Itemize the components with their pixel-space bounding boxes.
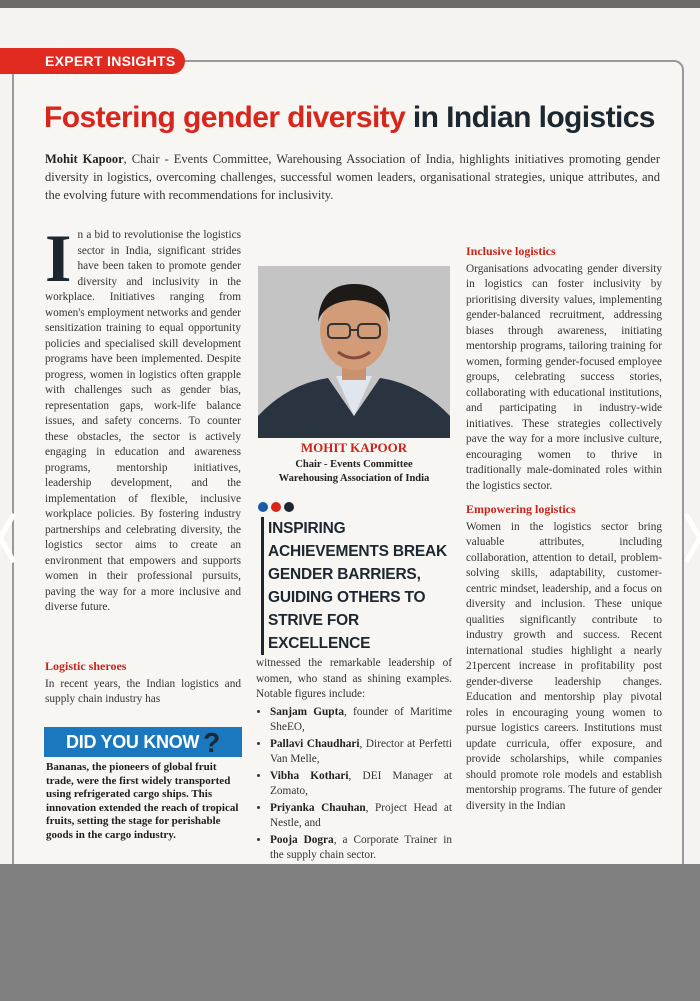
chevron-right-icon[interactable] bbox=[682, 510, 700, 566]
figure-detail: , founder of Maritime SheEO, bbox=[270, 705, 452, 733]
photo-caption-role-line2: Warehousing Association of India bbox=[278, 473, 430, 484]
top-bar bbox=[0, 0, 700, 8]
figure-detail: , DEI Manager at Zomato, bbox=[270, 769, 452, 797]
list-item bbox=[270, 737, 452, 768]
col2-intro: witnessed the remarkable leadership of women, who stand as shining examples. Notable figures include: bbox=[256, 657, 452, 700]
subhead-empowering-logistics: Empowering logistics bbox=[466, 502, 576, 516]
column-2 bbox=[256, 656, 452, 880]
standfirst bbox=[45, 150, 660, 204]
standfirst-name: Mohit Kapoor bbox=[45, 152, 124, 166]
figure-detail: , Project Head at Nestle, and bbox=[270, 801, 452, 829]
sheroes-paragraph: In recent years, the Indian logistics and supply chain industry has bbox=[45, 677, 241, 705]
column-1 bbox=[45, 220, 241, 616]
headline-dark: in Indian logistics bbox=[412, 101, 655, 134]
notable-figures-list bbox=[256, 705, 452, 864]
portrait-photo bbox=[258, 266, 450, 438]
list-item bbox=[270, 801, 452, 832]
dot-blue bbox=[258, 502, 268, 512]
figure-detail: , Director at Perfetti Van Melle, bbox=[270, 737, 453, 765]
standfirst-text: , Chair - Events Committee, Warehousing Association of India, highlights initiatives promoting gender diversity in logistics, overcoming challenges, successful women leaders, organisational strategies, unique attributes, and the evolving future with recommendations for inclusivity. bbox=[45, 152, 661, 202]
section-badge: EXPERT INSIGHTS bbox=[0, 48, 185, 74]
did-you-know-header bbox=[44, 727, 242, 757]
chevron-left-icon[interactable] bbox=[0, 510, 18, 566]
empowering-paragraph: Women in the logistics sector bring valuable attributes, including collaboration, attention to detail, problem-solving skills, adaptability, customer-centric mindset, leadership, and a focus on diversity and inclusion. These unique qualities significantly contribute to industry growth and success. Recent international studies highlight a nearly 21percent increase in profitability post gender-diverse leadership changes. Education and mentorship play pivotal roles in encouraging young women to pursue logistics careers. Institutions must update curricula, offer exposure, and provide scholarships, while companies should promote role models and establish mentorship programs. The future of gender diversity in the Indian bbox=[466, 520, 662, 812]
dot-red bbox=[271, 502, 281, 512]
headline bbox=[44, 98, 674, 138]
drop-cap: I bbox=[45, 220, 72, 296]
figure-name: Priyanka Chauhan bbox=[270, 801, 366, 814]
did-you-know-body: Bananas, the pioneers of global fruit trade, were the first widely transported using refrigerated cargo ships. This innovation extended the reach of tropical fruits, setting the stage for perishable goods in the cargo industry. bbox=[46, 761, 239, 841]
column-3 bbox=[466, 240, 662, 814]
decorative-dots bbox=[258, 502, 294, 512]
column-1-lower bbox=[45, 655, 241, 708]
subhead-logistic-sheroes: Logistic sheroes bbox=[45, 659, 127, 673]
did-you-know-box bbox=[44, 727, 242, 867]
list-item bbox=[270, 705, 452, 736]
portrait-illustration bbox=[258, 266, 450, 438]
photo-caption-role-line1: Chair - Events Committee bbox=[295, 459, 413, 470]
list-item bbox=[270, 769, 452, 800]
subhead-inclusive-logistics: Inclusive logistics bbox=[466, 244, 556, 258]
pull-quote: INSPIRING ACHIEVEMENTS BREAK GENDER BARRIERS, GUIDING OTHERS TO STRIVE FOR EXCELLENCE bbox=[261, 517, 458, 655]
figure-detail: , a Corporate Trainer in the supply chain sector. bbox=[270, 833, 452, 861]
figure-name: Pallavi Chaudhari bbox=[270, 737, 360, 750]
figure-name: Pooja Dogra bbox=[270, 833, 334, 846]
inclusive-paragraph: Organisations advocating gender diversity in logistics can foster inclusivity by prioritising diversity values, implementing gender-balanced recruitment, addressing biases through awareness, initiating mentorship programs, tailoring training for women, forming gender-focused employee groups, celebrating success stories, collaborating with educational institutions, and participating in industry-wide initiatives. These strategies collectively pave the way for a more inclusive culture, encouraging women to thrive in traditionally male-dominated roles within the logistics sector. bbox=[466, 262, 662, 492]
intro-paragraph: n a bid to revolutionise the logistics sector in India, significant strides have been taken to promote gender diversity and inclusivity in the workplace. Initiatives ranging from women's employment networks and gender sensitization training to equal opportunity policies and specialised skill development programs have been implemented. Despite progress, women in logistics often grapple with challenges such as gender bias, representation gaps, work-life balance issues, and safety concerns. To counter these obstacles, the sector is actively engaging in education and awareness programs, mentorship initiatives, leadership development, and the implementation of flexible, inclusive workplace policies. By fostering industry partnerships and celebrating diversity, the logistics sector aims to create an environment that empowers and supports women in their professional pursuits, paving the way for a more inclusive and diverse future. bbox=[45, 229, 241, 613]
did-you-know-title: DID YOU KNOW bbox=[66, 732, 200, 752]
figure-name: Vibha Kothari bbox=[270, 769, 349, 782]
headline-red: Fostering gender diversity bbox=[44, 101, 406, 134]
figure-name: Sanjam Gupta bbox=[270, 705, 344, 718]
photo-caption-role bbox=[258, 458, 450, 486]
bottom-overlay bbox=[0, 864, 700, 1001]
question-mark-icon: ? bbox=[203, 727, 220, 758]
photo-caption-name: MOHIT KAPOOR bbox=[300, 440, 408, 455]
dot-navy bbox=[284, 502, 294, 512]
list-item bbox=[270, 833, 452, 864]
